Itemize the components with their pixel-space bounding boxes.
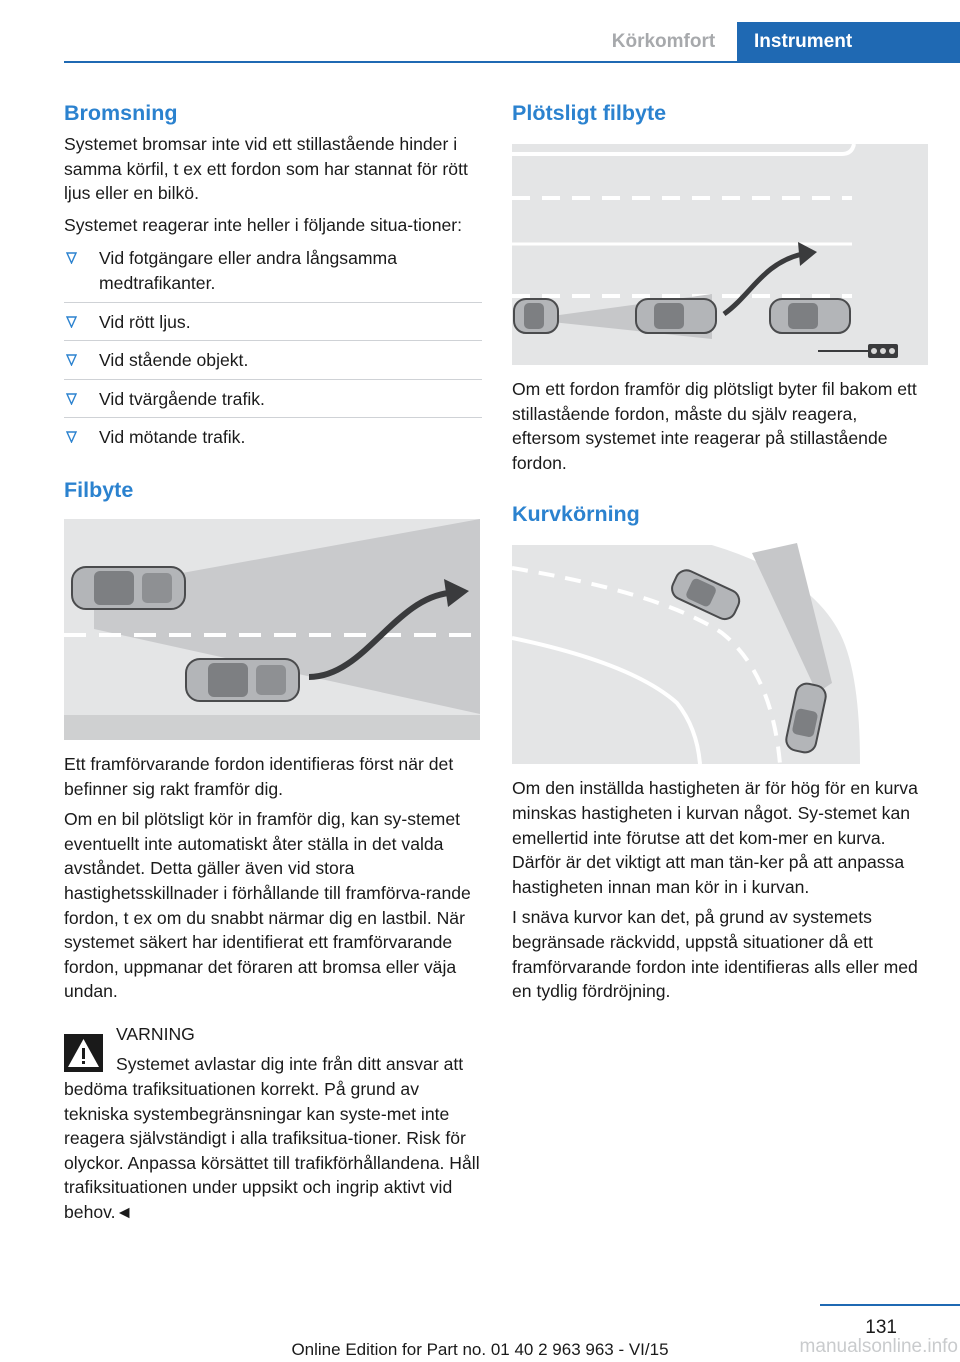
bullet-triangle-icon xyxy=(66,354,77,366)
braking-paragraph-2: Systemet reagerar inte heller i följande situa-tioner: xyxy=(64,214,463,235)
traffic-light-icon xyxy=(868,344,898,358)
left-column xyxy=(64,100,482,1225)
edition-note: Online Edition for Part no. 01 40 2 963 963 - VI/15 xyxy=(291,1340,669,1359)
lane-change-illustration xyxy=(64,519,480,740)
braking-heading: Bromsning xyxy=(64,101,178,125)
header-rule xyxy=(64,61,960,63)
car-front-icon xyxy=(72,567,185,609)
page-number: 131 xyxy=(865,1317,897,1338)
header-tab-chapter: Instrument xyxy=(737,22,960,62)
list-item xyxy=(64,425,482,450)
sudden-lane-change-illustration xyxy=(512,144,928,365)
warning-title: VARNING xyxy=(116,1023,195,1044)
right-column xyxy=(512,100,930,1004)
list-item xyxy=(64,310,482,335)
warning-text: Systemet avlastar dig inte från ditt ansvar att bedöma trafiksituationen korrekt. På grund av tekniska systembegränsningar kan syste-met inte reagera självständigt i alla trafiksitua-tioner. Risk för olyckor. Anpassa körsättet till trafikförhållandena. Håll trafiksituationen under uppsikt och ingrip aktivt vid behov.◄ xyxy=(64,1054,480,1223)
car-middle-icon xyxy=(636,299,716,333)
curve-heading: Kurvkörning xyxy=(512,502,640,527)
list-item xyxy=(64,387,482,412)
list-item-text: Vid rött ljus. xyxy=(99,311,191,332)
braking-situation-list xyxy=(64,246,482,450)
list-item-text: Vid stående objekt. xyxy=(99,350,249,371)
warning-box xyxy=(64,1022,482,1225)
list-item xyxy=(64,348,482,373)
list-item xyxy=(64,246,482,295)
sudden-lane-change-heading: Plötsligt filbyte xyxy=(512,101,667,125)
sudden-paragraph-1: Om ett fordon framför dig plötsligt byter fil bakom ett stillastående fordon, måste du själv reagera, eftersom systemet inte reagerar på stillastående fordon. xyxy=(512,379,917,473)
lane-change-paragraph-1: Ett framförvarande fordon identifieras först när det befinner sig rakt framför dig. xyxy=(64,753,454,799)
curve-paragraph-2: I snäva kurvor kan det, på grund av systemets begränsade räckvidd, uppstå situationer då ett framförvarande fordon inte identifieras alls eller med en tydlig fördröjning. xyxy=(512,907,918,1002)
warning-triangle-icon xyxy=(64,1034,103,1072)
car-own-icon xyxy=(186,659,299,701)
bullet-triangle-icon xyxy=(66,393,77,405)
footer-rule xyxy=(820,1304,960,1306)
list-divider xyxy=(64,302,482,303)
list-item-text: Vid fotgängare eller andra långsamma medtrafikanter. xyxy=(99,248,397,293)
braking-paragraph-1: Systemet bromsar inte vid ett stillastående hinder i samma körfil, t ex ett fordon som har stannat för rött ljus eller en bilkö. xyxy=(64,134,468,204)
watermark: manualsonline.info xyxy=(799,1336,958,1357)
bullet-triangle-icon xyxy=(66,431,77,443)
curve-driving-illustration xyxy=(512,543,928,764)
curve-paragraph-1: Om den inställda hastigheten är för hög för en kurva minskas hastigheten i kurvan något. Sy-stemet kan emellertid inte förutse att det kom-mer en kurva. Därför är det viktigt att man tän-ker på att anpassa hastigheten innan man kör in i kurvan. xyxy=(512,778,918,897)
bullet-triangle-icon xyxy=(66,316,77,328)
list-item-text: Vid tvärgående trafik. xyxy=(99,388,265,409)
bullet-triangle-icon xyxy=(66,252,77,264)
list-divider xyxy=(64,379,482,380)
list-divider xyxy=(64,340,482,341)
header-tab-section: Körkomfort xyxy=(611,31,716,52)
car-stationary-icon xyxy=(770,299,850,333)
list-item-text: Vid mötande trafik. xyxy=(99,427,246,448)
lane-change-heading: Filbyte xyxy=(64,477,134,502)
list-divider xyxy=(64,417,482,418)
car-rear-icon xyxy=(514,299,558,333)
lane-change-paragraph-2: Om en bil plötsligt kör in framför dig, kan sy-stemet eventuellt inte automatiskt åter ställa in det valda avståndet. Detta gäller även vid stora hastighetsskillnader i förhållande till framförva-rande fordon, t ex om du snabbt närmar dig en lastbil. När systemet säkert har identifierat ett framförvarande fordon, uppmanar det föraren att bromsa eller väja undan. xyxy=(64,809,471,1002)
